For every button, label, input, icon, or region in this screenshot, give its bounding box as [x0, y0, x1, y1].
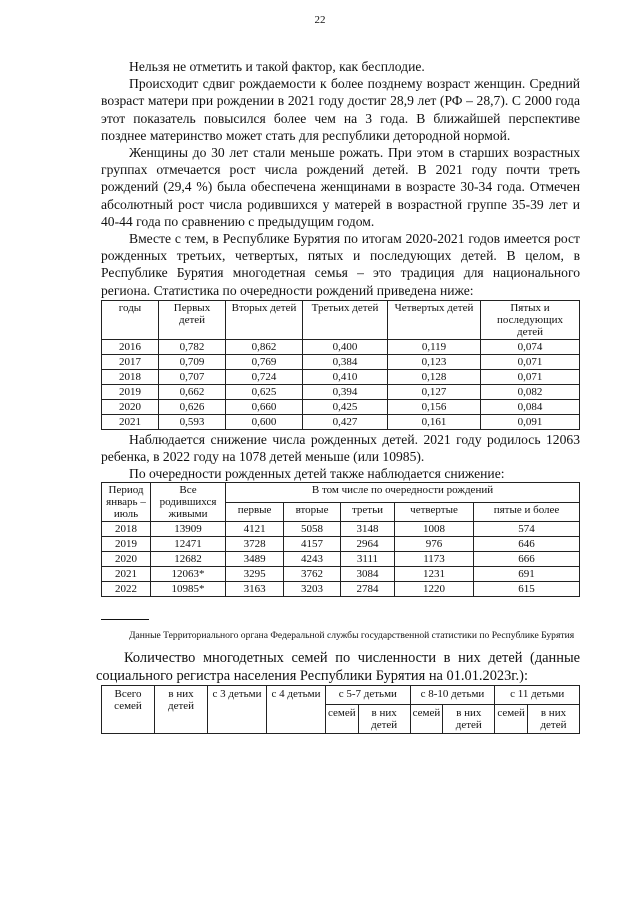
- cell: 0,427: [303, 414, 388, 429]
- cell: 3762: [284, 567, 341, 582]
- cell: 10985*: [151, 582, 226, 597]
- cell: 2018: [102, 369, 159, 384]
- cell: 574: [474, 522, 580, 537]
- cell: 2020: [102, 552, 151, 567]
- cell: 0,123: [388, 354, 481, 369]
- cell: 1231: [395, 567, 474, 582]
- table-row: [102, 537, 580, 552]
- cell: 0,410: [303, 369, 388, 384]
- table-row: [102, 399, 580, 414]
- cell: 0,400: [303, 339, 388, 354]
- cell: 0,384: [303, 354, 388, 369]
- header-fourth: четвертые: [395, 502, 474, 522]
- cell: 2021: [102, 567, 151, 582]
- cell: 0,709: [159, 354, 226, 369]
- header-with-3: с 3 детьми: [208, 686, 267, 734]
- cell: 3111: [340, 552, 394, 567]
- footnote: Данные Территориального органа Федеральной службы государственной статистики по Республике Бурятия: [129, 630, 575, 642]
- cell: 615: [474, 582, 580, 597]
- cell: 2019: [102, 384, 159, 399]
- cell: 2020: [102, 399, 159, 414]
- cell: 0,769: [226, 354, 303, 369]
- cell: 3489: [226, 552, 284, 567]
- cell: 5058: [284, 522, 341, 537]
- cell: 4121: [226, 522, 284, 537]
- cell: 0,091: [481, 414, 580, 429]
- table-row: [102, 567, 580, 582]
- header-with-5-7: с 5-7 детьми: [326, 686, 411, 705]
- table-row: [102, 354, 580, 369]
- cell: 2021: [102, 414, 159, 429]
- table-row: [102, 369, 580, 384]
- header-children: в них детей: [155, 686, 208, 734]
- cell: 1220: [395, 582, 474, 597]
- cell: 976: [395, 537, 474, 552]
- footnote-divider: [101, 619, 149, 620]
- cell: 0,071: [481, 354, 580, 369]
- cell: 0,862: [226, 339, 303, 354]
- header-second: Вторых детей: [226, 300, 303, 339]
- cell: 0,425: [303, 399, 388, 414]
- cell: 646: [474, 537, 580, 552]
- cell: 2016: [102, 339, 159, 354]
- cell: 4243: [284, 552, 341, 567]
- paragraph-1: Нельзя не отметить и такой фактор, как бесплодие.: [129, 59, 425, 74]
- header-with-11: с 11 детьми: [495, 686, 580, 705]
- paragraph-5: Наблюдается снижение числа рожденных детей. 2021 году родилось 12063 ребенка, в 2022 году на 1078 детей меньше (или 10985).: [101, 431, 580, 465]
- cell: 0,084: [481, 399, 580, 414]
- table-row: [102, 384, 580, 399]
- table-row: [102, 522, 580, 537]
- cell: 0,127: [388, 384, 481, 399]
- cell: 3295: [226, 567, 284, 582]
- header-total-families: Всего семей: [102, 686, 155, 734]
- cell: 0,156: [388, 399, 481, 414]
- header-families: семей: [410, 705, 443, 734]
- cell: 2964: [340, 537, 394, 552]
- cell: 12471: [151, 537, 226, 552]
- cell: 691: [474, 567, 580, 582]
- birth-order-count-table: [101, 482, 580, 597]
- cell: 0,082: [481, 384, 580, 399]
- cell: 2022: [102, 582, 151, 597]
- cell: 0,600: [226, 414, 303, 429]
- cell: 3084: [340, 567, 394, 582]
- large-families-table: [101, 685, 580, 734]
- header-children: в них детей: [358, 705, 410, 734]
- paragraph-7: Количество многодетных семей по численности в них детей (данные социального регистра населения Республики Бурятия на 01.01.2023г.):: [96, 650, 580, 685]
- header-group: В том числе по очередности рождений: [226, 483, 580, 503]
- cell: 0,782: [159, 339, 226, 354]
- page-number: 22: [314, 14, 326, 26]
- cell: 0,071: [481, 369, 580, 384]
- table-row: [102, 552, 580, 567]
- cell: 1008: [395, 522, 474, 537]
- header-years: годы: [102, 300, 159, 339]
- header-fifth-plus: пятые и более: [474, 502, 580, 522]
- cell: 12682: [151, 552, 226, 567]
- cell: 2017: [102, 354, 159, 369]
- cell: 3728: [226, 537, 284, 552]
- header-third: Третьих детей: [303, 300, 388, 339]
- header-families: семей: [326, 705, 359, 734]
- cell: 3148: [340, 522, 394, 537]
- header-with-8-10: с 8-10 детьми: [410, 686, 495, 705]
- header-children: в них детей: [527, 705, 579, 734]
- cell: 0,626: [159, 399, 226, 414]
- header-total: Все родившихся живыми: [151, 483, 226, 522]
- cell: 3203: [284, 582, 341, 597]
- cell: 4157: [284, 537, 341, 552]
- document-body: [96, 58, 580, 734]
- birth-order-rate-table: [101, 300, 580, 430]
- cell: 0,625: [226, 384, 303, 399]
- cell: 0,394: [303, 384, 388, 399]
- table-row: [102, 582, 580, 597]
- cell: 0,707: [159, 369, 226, 384]
- cell: 0,724: [226, 369, 303, 384]
- cell: 12063*: [151, 567, 226, 582]
- paragraph-4: Вместе с тем, в Республике Бурятия по итогам 2020-2021 годов имеется рост рожденных третьих, четвертых, пятых и последующих детей. В целом, в Республике Бурятия многодетная семья – это традиция для национального региона. Статистика по очередности рождений приведена ниже:: [101, 231, 580, 298]
- table-header-row: [102, 300, 580, 339]
- cell: 0,161: [388, 414, 481, 429]
- header-fifth-plus: Пятых и последующих детей: [481, 300, 580, 339]
- header-with-4: с 4 детьми: [267, 686, 326, 734]
- cell: 3163: [226, 582, 284, 597]
- table-header-row: [102, 483, 580, 503]
- cell: 2019: [102, 537, 151, 552]
- table-header-row: [102, 686, 580, 705]
- table-row: [102, 339, 580, 354]
- header-fourth: Четвертых детей: [388, 300, 481, 339]
- cell: 0,593: [159, 414, 226, 429]
- cell: 2784: [340, 582, 394, 597]
- header-families: семей: [495, 705, 528, 734]
- cell: 2018: [102, 522, 151, 537]
- header-period: Период январь – июль: [102, 483, 151, 522]
- cell: 666: [474, 552, 580, 567]
- cell: 0,660: [226, 399, 303, 414]
- paragraph-2: Происходит сдвиг рождаемости к более позднему возраст женщин. Средний возраст матери при рождении в 2021 году достиг 28,9 лет (РФ – 28,7). С 2000 года этот показатель повысился более чем на 3 года. В ближайшей перспективе позднее материнство может стать для республики детородной нормой.: [101, 76, 580, 143]
- header-third: третьи: [340, 502, 394, 522]
- cell: 0,662: [159, 384, 226, 399]
- header-children: в них детей: [443, 705, 495, 734]
- cell: 13909: [151, 522, 226, 537]
- header-second: вторые: [284, 502, 341, 522]
- table-row: [102, 414, 580, 429]
- cell: 0,128: [388, 369, 481, 384]
- header-first: Первых детей: [159, 300, 226, 339]
- paragraph-6: По очередности рожденных детей также наблюдается снижение:: [129, 466, 505, 482]
- cell: 0,119: [388, 339, 481, 354]
- cell: 0,074: [481, 339, 580, 354]
- paragraph-3: Женщины до 30 лет стали меньше рожать. При этом в старших возрастных группах отмечается рост числа рождений детей. В 2021 году почти треть рождений (29,4 %) была обеспечена женщинами в возрасте 30-34 года. Отмечен абсолютный рост числа родившихся у матерей в возрастной группе 35-39 лет и 40-44 года по сравнению с предыдущим годом.: [101, 145, 580, 229]
- header-first: первые: [226, 502, 284, 522]
- cell: 1173: [395, 552, 474, 567]
